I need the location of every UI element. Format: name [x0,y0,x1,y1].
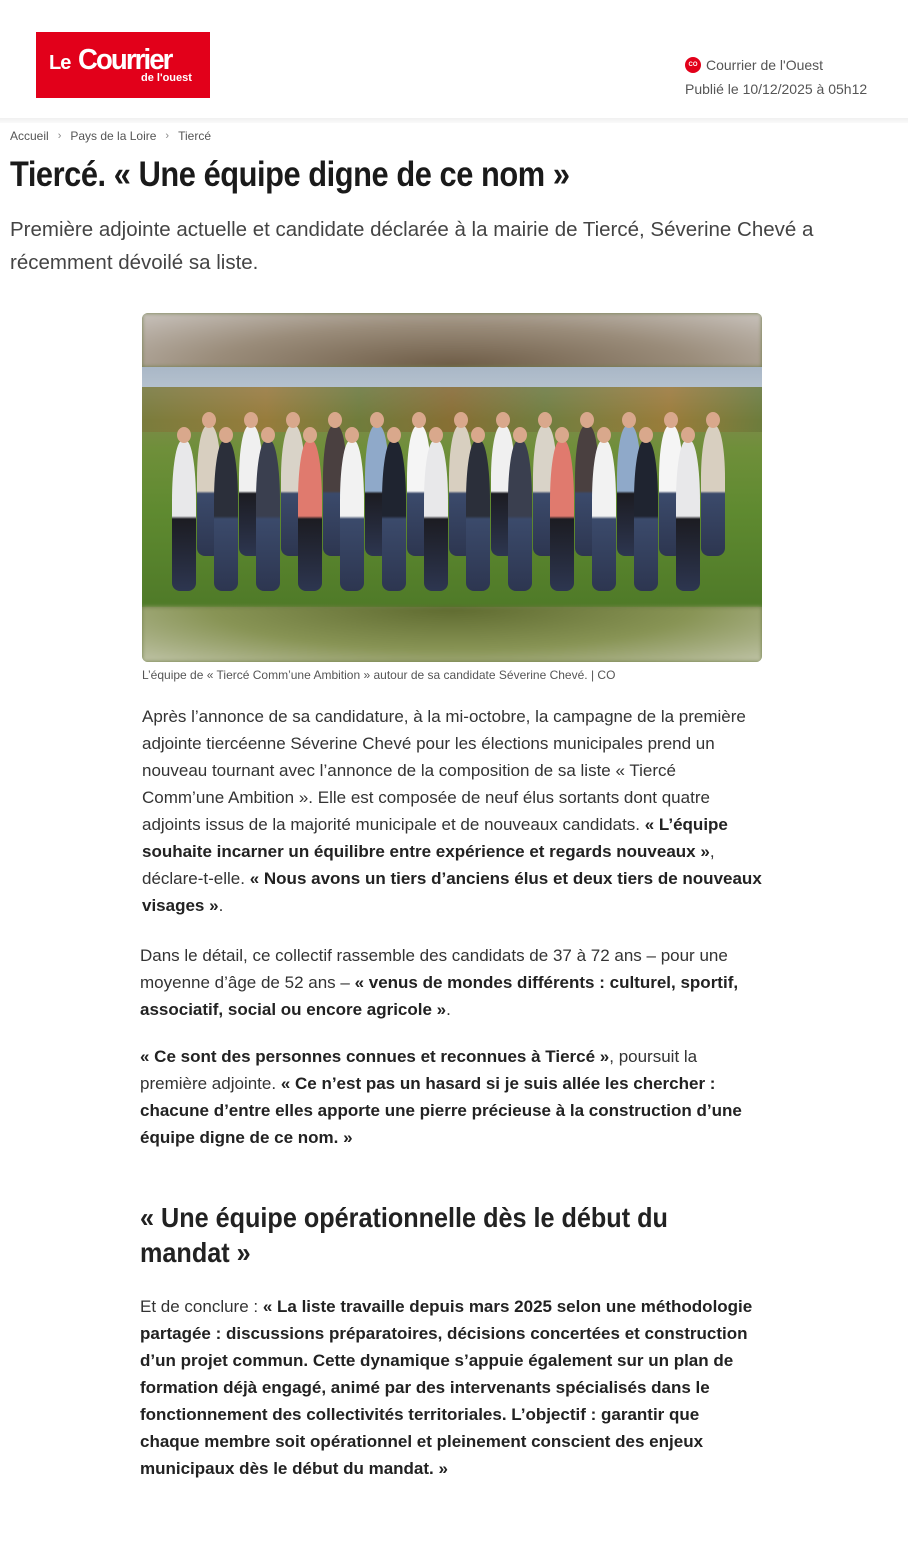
photo-person-head [513,427,527,443]
photo-person-head [177,427,191,443]
chevron-right-icon: › [165,130,170,142]
photo-person-head [219,427,233,443]
text: , poursuit la première adjointe. [140,1047,698,1093]
article-title: Tiercé. « Une équipe digne de ce nom » [10,155,570,194]
photo-person [172,441,196,591]
photo-person-head [706,412,720,428]
quote: « Ce sont des personnes connues et reconnues à Tiercé » [140,1047,610,1066]
photo-person [340,441,364,591]
photo-person-head [471,427,485,443]
text: , déclare-t-elle. [142,842,715,888]
photo-person [550,441,574,591]
photo-person [634,441,658,591]
article-source [685,57,823,73]
quote: « venus de mondes différents : culturel, sportif, associatif, social ou encore agricole » [140,973,739,1019]
photo-person-head [639,427,653,443]
photo-person-head [555,427,569,443]
photo-person-head [244,412,258,428]
photo-person-head [387,427,401,443]
logo-le: Le [49,52,71,74]
section-heading: « Une équipe opérationnelle dès le début du mandat » [140,1202,668,1268]
photo-person-head [454,412,468,428]
photo-person [214,441,238,591]
photo-person [701,426,725,556]
article-lead: Première adjointe actuelle et candidate déclarée à la mairie de Tiercé, Séverine Chevé a récemment dévoilé sa liste. [10,218,814,274]
quote: « Nous avons un tiers d’anciens élus et deux tiers de nouveaux visages » [142,869,762,915]
site-header [0,0,908,118]
paragraph-1 [142,703,762,919]
photo-person [508,441,532,591]
photo-person-head [412,412,426,428]
text: Dans le détail, ce collectif rassemble des candidats de 37 à 72 ans – pour une moyenne d’âge de 52 ans – [140,946,728,992]
paragraph-4 [140,1293,760,1482]
photo-person-head [664,412,678,428]
text: Et de conclure : [140,1297,263,1316]
photo-person [592,441,616,591]
photo-person-head [622,412,636,428]
quote: « L’équipe souhaite incarner un équilibre entre expérience et regards nouveaux » [142,815,728,861]
photo-person-head [597,427,611,443]
logo-courrier: Courrier [78,44,172,76]
photo-person-head [345,427,359,443]
photo-person-head [538,412,552,428]
photo-person-head [261,427,275,443]
image-blur-top [142,313,762,367]
photo-person-head [429,427,443,443]
breadcrumb [10,129,211,143]
quote: « Ce n’est pas un hasard si je suis allée les chercher : chacune d’entre elles apporte une pierre précieuse à la construction d’une équipe digne de ce nom. » [140,1074,742,1147]
group-photo [142,367,762,607]
chevron-right-icon: › [57,130,62,142]
photo-person [382,441,406,591]
photo-person-head [328,412,342,428]
breadcrumb-item-region[interactable]: Pays de la Loire [70,129,157,143]
quote: « La liste travaille depuis mars 2025 selon une méthodologie partagée : discussions préparatoires, décisions concertées et construction d’un projet commun. Cette dynamique s’appuie également sur un plan de formation déjà engagé, animé par des intervenants spécialisés dans le fonctionnement des collectivités territoriales. L’objectif : garantir que chaque membre soit opérationnel et pleinement conscient des enjeux municipaux dès le début du mandat. » [140,1297,753,1478]
image-blur-bottom [142,607,762,662]
photo-person [424,441,448,591]
publish-date: Publié le 10/12/2025 à 05h12 [685,81,868,97]
co-logo-icon: CO [685,57,701,73]
breadcrumb-item-city[interactable]: Tiercé [178,129,211,143]
text: Après l’annonce de sa candidature, à la mi-octobre, la campagne de la première adjointe tiercéenne Séverine Chevé pour les élections municipales prend un nouveau tournant avec l’annonce de la composition de sa liste « Tiercé Comm’une Ambition ». Elle est composée de neuf élus sortants dont quatre adjoints issus de la majorité municipale et de nouveaux candidats. [142,707,746,834]
site-logo[interactable] [36,32,210,98]
photo-person-head [286,412,300,428]
paragraph-3 [140,1043,760,1151]
photo-person [676,441,700,591]
image-caption: L’équipe de « Tiercé Comm’une Ambition » autour de sa candidate Séverine Chevé. | CO [142,668,616,682]
text: . [446,1000,451,1019]
photo-person [466,441,490,591]
photo-person-head [496,412,510,428]
photo-person-head [370,412,384,428]
article-image[interactable] [142,313,762,662]
photo-person-head [681,427,695,443]
logo-ouest: de l'ouest [141,72,192,84]
photo-person-head [303,427,317,443]
photo-person-head [202,412,216,428]
breadcrumb-item-accueil[interactable]: Accueil [10,129,49,143]
source-name: Courrier de l'Ouest [706,57,824,73]
photo-person-head [580,412,594,428]
photo-person [298,441,322,591]
photo-person [256,441,280,591]
paragraph-2 [140,942,760,1023]
header-divider [0,118,908,123]
text: . [218,896,224,915]
